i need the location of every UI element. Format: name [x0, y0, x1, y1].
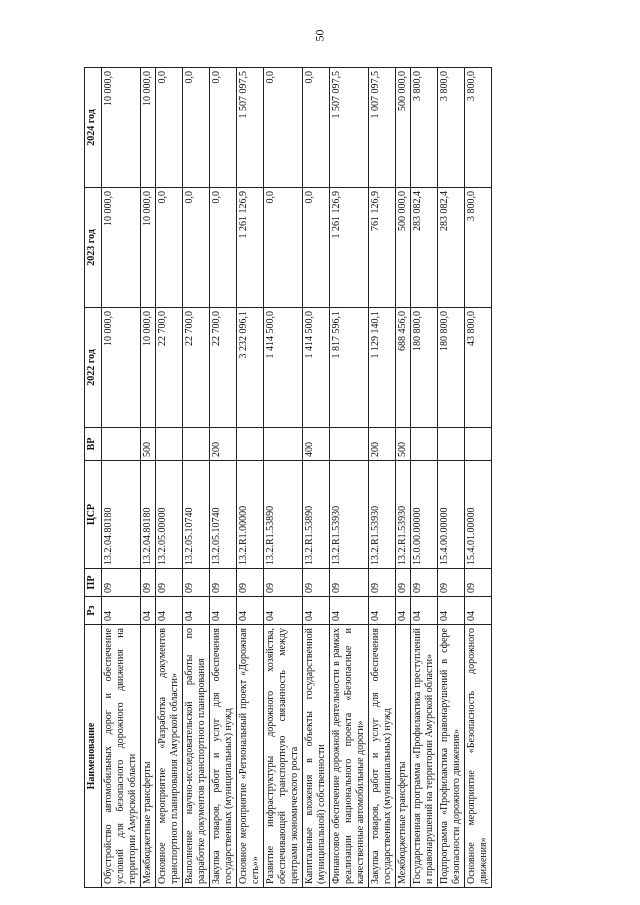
- cell-rz: 04: [264, 597, 303, 625]
- cell-csr: 15.4.00.00000: [438, 461, 465, 569]
- cell-pr: 09: [303, 569, 330, 597]
- cell-name: Выполнение научно-исследовательской работы по разработке документов транспортного планирования: [183, 625, 210, 888]
- cell-csr: 13.2.R1.53930: [369, 461, 396, 569]
- cell-2024: 0,0: [264, 68, 303, 188]
- cell-2022: 1 414 500,0: [303, 308, 330, 428]
- header-csr: ЦСР: [85, 461, 102, 569]
- cell-2022: 180 800,0: [438, 308, 465, 428]
- cell-2022: 1 414 500,0: [264, 308, 303, 428]
- cell-2024: 0,0: [156, 68, 183, 188]
- cell-2023: 0,0: [303, 188, 330, 308]
- cell-2022: 22 700,0: [210, 308, 237, 428]
- cell-2022: 22 700,0: [183, 308, 210, 428]
- cell-vr: 200: [369, 428, 396, 461]
- cell-pr: 09: [465, 569, 492, 597]
- table-row: [369, 68, 396, 888]
- cell-2023: 0,0: [264, 188, 303, 308]
- cell-csr: 13.2.R1.53930: [396, 461, 411, 569]
- cell-2022: 10 000,0: [102, 308, 141, 428]
- table-row: [330, 68, 369, 888]
- header-vr: ВР: [85, 428, 102, 461]
- header-year-2022: 2022 год: [85, 308, 102, 428]
- cell-2024: 500 000,0: [396, 68, 411, 188]
- table-row: [411, 68, 438, 888]
- header-rz: Рз: [85, 597, 102, 625]
- cell-2023: 0,0: [156, 188, 183, 308]
- cell-2023: 1 261 126,9: [237, 188, 264, 308]
- header-name: Наименование: [85, 625, 102, 888]
- cell-2024: 0,0: [183, 68, 210, 188]
- table-row: [102, 68, 141, 888]
- cell-name: Основное мероприятие «Региональный проект «Дорожная сеть»»: [237, 625, 264, 888]
- cell-2022: 1 817 596,1: [330, 308, 369, 428]
- table-row: [141, 68, 156, 888]
- cell-rz: 04: [369, 597, 396, 625]
- cell-rz: 04: [183, 597, 210, 625]
- cell-pr: 09: [210, 569, 237, 597]
- table-row: [210, 68, 237, 888]
- cell-2023: 10 000,0: [102, 188, 141, 308]
- cell-name: Основное мероприятие «Безопасность дорожного движения»: [465, 625, 492, 888]
- cell-name: Государственная программа «Профилактика преступлений и правонарушений на территории Амурской области»: [411, 625, 438, 888]
- cell-csr: 15.0.00.00000: [411, 461, 438, 569]
- cell-csr: 13.2.R1.53930: [330, 461, 369, 569]
- table-row: [183, 68, 210, 888]
- cell-pr: 09: [264, 569, 303, 597]
- table-row: [237, 68, 264, 888]
- cell-pr: 09: [156, 569, 183, 597]
- cell-2022: 1 129 140,1: [369, 308, 396, 428]
- table-row: [438, 68, 465, 888]
- cell-rz: 04: [156, 597, 183, 625]
- table-row: [264, 68, 303, 888]
- cell-pr: 09: [369, 569, 396, 597]
- cell-rz: 04: [210, 597, 237, 625]
- cell-2023: 283 082,4: [411, 188, 438, 308]
- cell-pr: 09: [438, 569, 465, 597]
- cell-pr: 09: [330, 569, 369, 597]
- cell-name: Финансовое обеспечение дорожной деятельности в рамках реализации национального проекта «Безопасные и качественные автомобильные дороги»: [330, 625, 369, 888]
- cell-2022: 688 456,0: [396, 308, 411, 428]
- cell-rz: 04: [438, 597, 465, 625]
- cell-vr: 200: [210, 428, 237, 461]
- page-number: [0, 28, 640, 43]
- cell-vr: [264, 428, 303, 461]
- table-header-row: [85, 68, 102, 888]
- cell-csr: 15.4.01.00000: [465, 461, 492, 569]
- cell-vr: [183, 428, 210, 461]
- cell-2024: 3 800,0: [411, 68, 438, 188]
- cell-name: Закупка товаров, работ и услуг для обеспечения государственных (муниципальных) нужд: [210, 625, 237, 888]
- cell-2022: 43 800,0: [465, 308, 492, 428]
- cell-vr: [465, 428, 492, 461]
- cell-vr: [237, 428, 264, 461]
- cell-2024: 3 800,0: [465, 68, 492, 188]
- cell-pr: 09: [411, 569, 438, 597]
- cell-pr: 09: [102, 569, 141, 597]
- cell-2022: 10 000,0: [141, 308, 156, 428]
- cell-2024: 0,0: [303, 68, 330, 188]
- cell-2024: 0,0: [210, 68, 237, 188]
- cell-2024: 3 800,0: [438, 68, 465, 188]
- cell-name: Капитальные вложения в объекты государственной (муниципальной) собственности: [303, 625, 330, 888]
- cell-name: Основное мероприятие «Разработка документов транспортного планирования Амурской области»: [156, 625, 183, 888]
- table-row: [156, 68, 183, 888]
- cell-name: Подпрограмма «Профилактика правонарушений в сфере безопасности дорожного движения»: [438, 625, 465, 888]
- cell-csr: 13.2.R1.00000: [237, 461, 264, 569]
- cell-pr: 09: [141, 569, 156, 597]
- cell-rz: 04: [237, 597, 264, 625]
- cell-2024: 1 507 097,5: [330, 68, 369, 188]
- cell-rz: 04: [411, 597, 438, 625]
- cell-2024: 10 000,0: [102, 68, 141, 188]
- cell-2024: 1 007 097,5: [369, 68, 396, 188]
- cell-name: Закупка товаров, работ и услуг для обеспечения государственных (муниципальных) нужд: [369, 625, 396, 888]
- table-row: [303, 68, 330, 888]
- cell-rz: 04: [465, 597, 492, 625]
- cell-vr: [438, 428, 465, 461]
- cell-csr: 13.2.04.80180: [102, 461, 141, 569]
- cell-vr: [102, 428, 141, 461]
- cell-name: Обустройство автомобильных дорог и обеспечение условий для безопасного дорожного движения на территории Амурской области: [102, 625, 141, 888]
- budget-table-container: [84, 68, 556, 888]
- cell-2022: 3 232 096,1: [237, 308, 264, 428]
- cell-pr: 09: [396, 569, 411, 597]
- cell-2023: 761 126,9: [369, 188, 396, 308]
- cell-2022: 22 700,0: [156, 308, 183, 428]
- cell-2023: 283 082,4: [438, 188, 465, 308]
- cell-rz: 04: [303, 597, 330, 625]
- cell-2023: 3 800,0: [465, 188, 492, 308]
- cell-2023: 0,0: [183, 188, 210, 308]
- cell-name: Межбюджетные трансферты: [396, 625, 411, 888]
- table-row: [465, 68, 492, 888]
- cell-vr: [156, 428, 183, 461]
- cell-csr: 13.2.R1.53890: [303, 461, 330, 569]
- cell-csr: 13.2.05.10740: [183, 461, 210, 569]
- cell-2023: 500 000,0: [396, 188, 411, 308]
- cell-vr: 500: [141, 428, 156, 461]
- cell-2023: 10 000,0: [141, 188, 156, 308]
- cell-name: Развитие инфраструктуры дорожного хозяйства, обеспечивающей транспортную связанность между центрами экономического роста: [264, 625, 303, 888]
- cell-pr: 09: [183, 569, 210, 597]
- cell-pr: 09: [237, 569, 264, 597]
- cell-vr: [411, 428, 438, 461]
- cell-2024: 10 000,0: [141, 68, 156, 188]
- cell-2023: 0,0: [210, 188, 237, 308]
- budget-table: [84, 67, 492, 888]
- cell-rz: 04: [396, 597, 411, 625]
- cell-csr: 13.2.04.80180: [141, 461, 156, 569]
- cell-csr: 13.2.R1.53890: [264, 461, 303, 569]
- header-year-2023: 2023 год: [85, 188, 102, 308]
- cell-rz: 04: [102, 597, 141, 625]
- cell-2023: 1 261 126,9: [330, 188, 369, 308]
- table-row: [396, 68, 411, 888]
- cell-csr: 13.2.05.00000: [156, 461, 183, 569]
- cell-csr: 13.2.05.10740: [210, 461, 237, 569]
- cell-rz: 04: [141, 597, 156, 625]
- page-number-text: 50: [312, 29, 327, 42]
- cell-vr: 400: [303, 428, 330, 461]
- cell-vr: [330, 428, 369, 461]
- header-year-2024: 2024 год: [85, 68, 102, 188]
- cell-2022: 180 800,0: [411, 308, 438, 428]
- cell-2024: 1 507 097,5: [237, 68, 264, 188]
- cell-name: Межбюджетные трансферты: [141, 625, 156, 888]
- cell-vr: 500: [396, 428, 411, 461]
- cell-rz: 04: [330, 597, 369, 625]
- header-pr: ПР: [85, 569, 102, 597]
